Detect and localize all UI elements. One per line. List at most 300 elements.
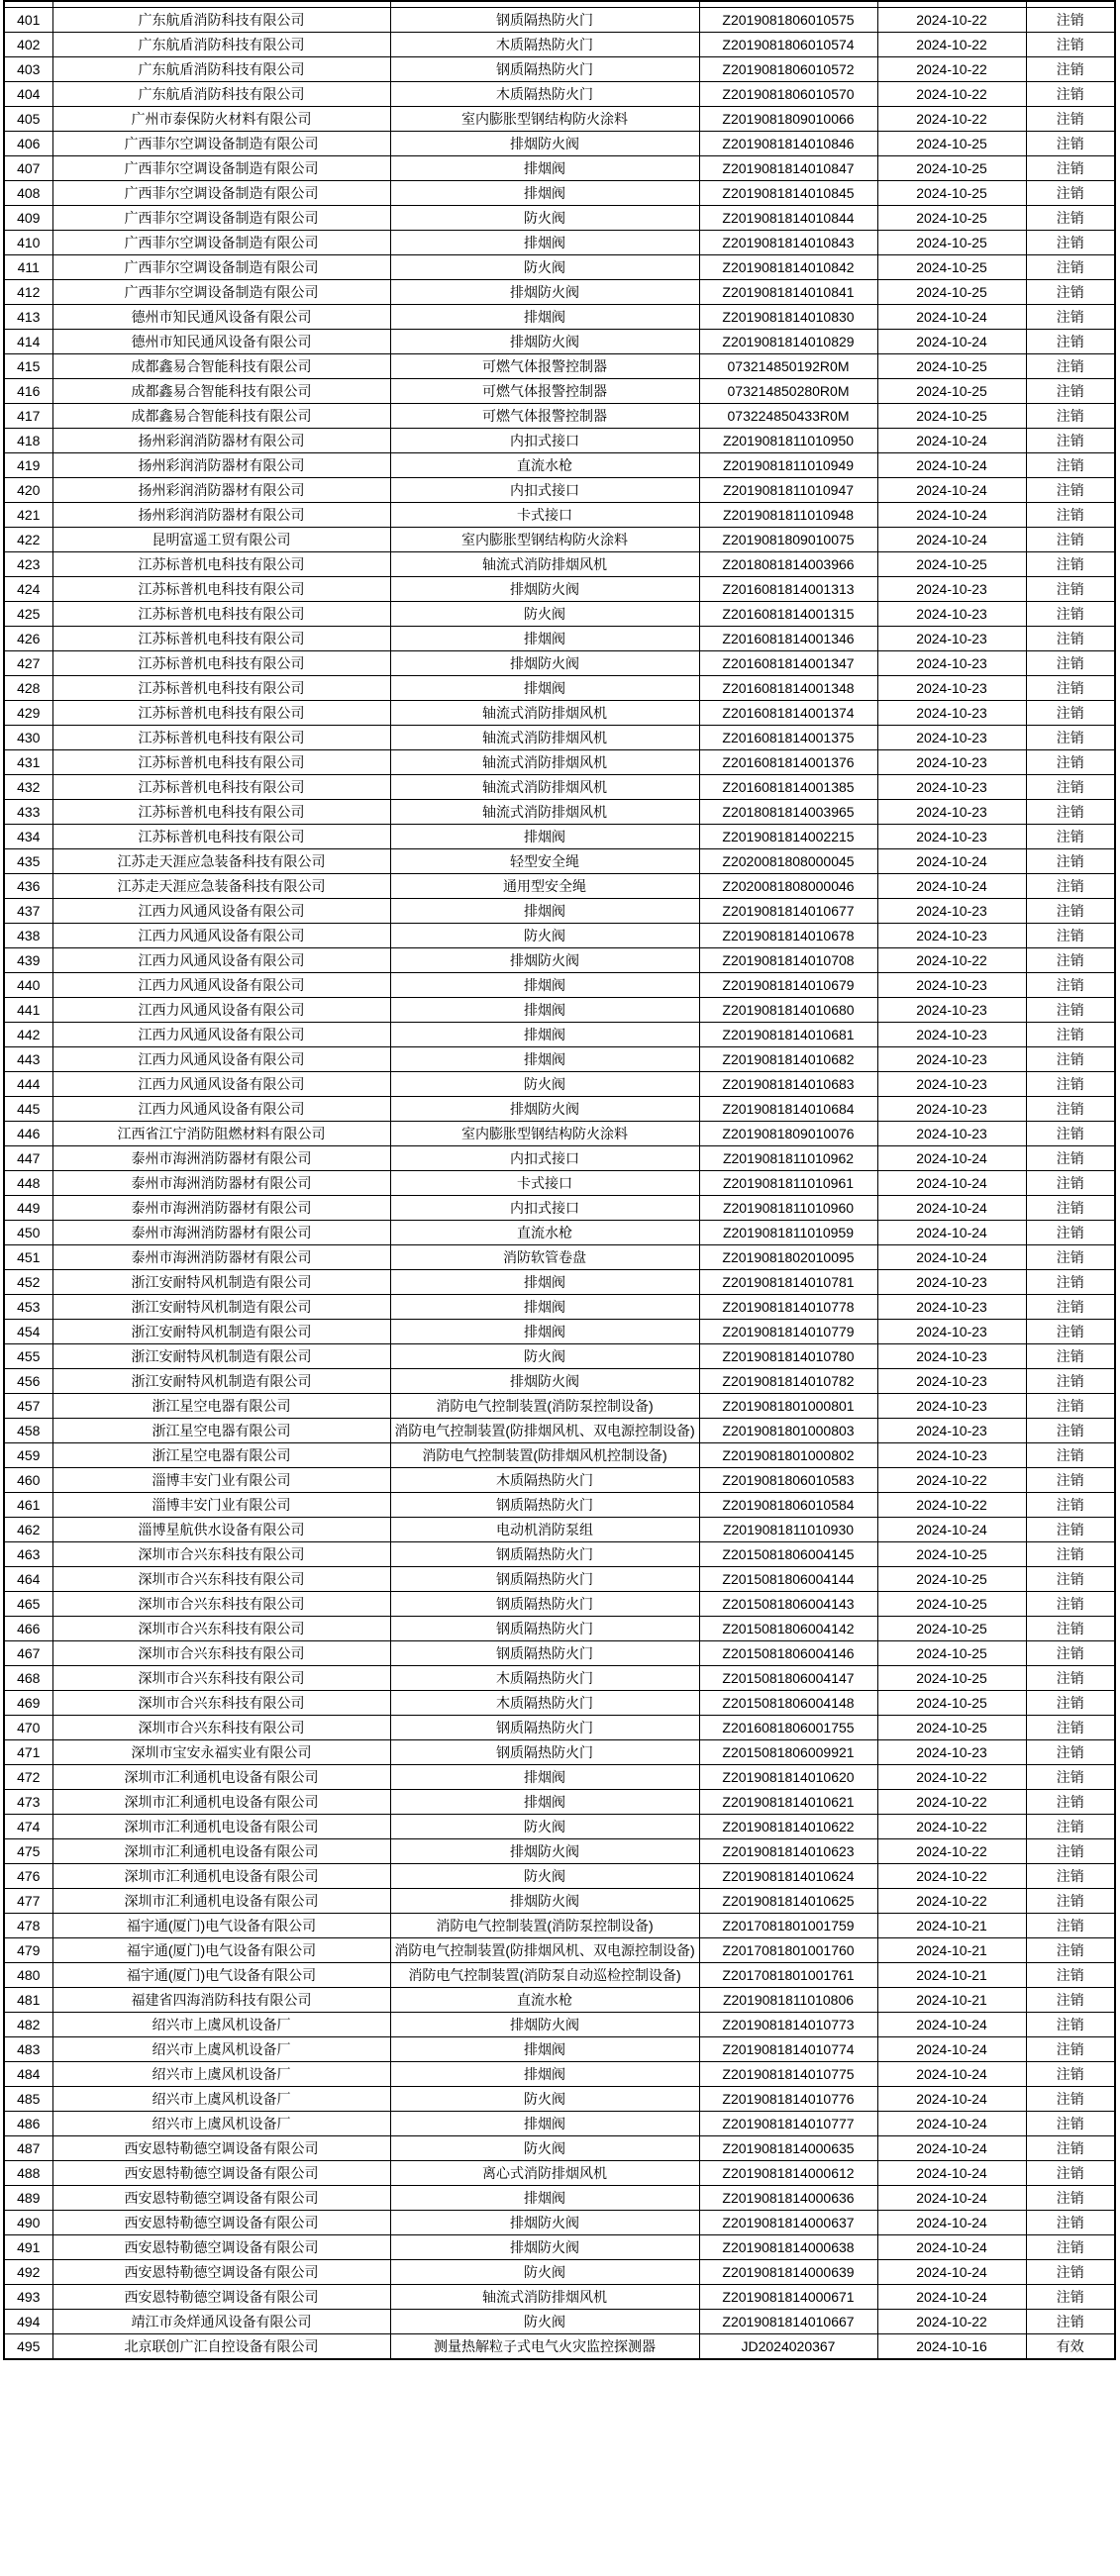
row-number-cell: 406 bbox=[4, 132, 52, 156]
date-cell: 2024-10-23 bbox=[877, 1097, 1026, 1122]
row-number-cell: 444 bbox=[4, 1072, 52, 1097]
cert-number-cell: Z2019081814010843 bbox=[699, 231, 877, 255]
row-number-cell: 404 bbox=[4, 82, 52, 107]
product-cell: 轻型安全绳 bbox=[390, 849, 699, 874]
product-cell: 排烟阀 bbox=[390, 231, 699, 255]
company-cell: 江苏标普机电科技有限公司 bbox=[52, 726, 390, 750]
row-number-cell: 412 bbox=[4, 280, 52, 305]
company-cell: 西安恩特勒德空调设备有限公司 bbox=[52, 2136, 390, 2161]
cert-number-cell: Z2015081806004148 bbox=[699, 1691, 877, 1716]
status-cell: 注销 bbox=[1026, 726, 1115, 750]
table-row bbox=[4, 280, 1115, 305]
date-cell: 2024-10-23 bbox=[877, 775, 1026, 800]
cert-number-cell: Z2015081806009921 bbox=[699, 1740, 877, 1765]
status-cell: 注销 bbox=[1026, 1914, 1115, 1938]
date-cell: 2024-10-23 bbox=[877, 1072, 1026, 1097]
company-cell: 扬州彩润消防器材有限公司 bbox=[52, 503, 390, 528]
cert-number-cell: Z2019081814000635 bbox=[699, 2136, 877, 2161]
row-number-cell: 492 bbox=[4, 2260, 52, 2285]
row-number-cell: 414 bbox=[4, 330, 52, 354]
company-cell: 西安恩特勒德空调设备有限公司 bbox=[52, 2186, 390, 2211]
table-row bbox=[4, 973, 1115, 998]
table-row bbox=[4, 1790, 1115, 1815]
row-number-cell: 485 bbox=[4, 2087, 52, 2112]
product-cell: 排烟防火阀 bbox=[390, 2211, 699, 2235]
date-cell: 2024-10-23 bbox=[877, 1443, 1026, 1468]
cert-number-cell: Z2015081806004144 bbox=[699, 1567, 877, 1592]
table-row bbox=[4, 750, 1115, 775]
row-number-cell: 453 bbox=[4, 1295, 52, 1320]
cert-number-cell: Z2019081814000671 bbox=[699, 2285, 877, 2310]
table-row bbox=[4, 2037, 1115, 2062]
cert-number-cell: Z2015081806004143 bbox=[699, 1592, 877, 1617]
table-row bbox=[4, 2112, 1115, 2136]
table-row bbox=[4, 8, 1115, 33]
cert-number-cell: Z2019081814010708 bbox=[699, 948, 877, 973]
status-cell: 注销 bbox=[1026, 1320, 1115, 1344]
status-cell: 注销 bbox=[1026, 899, 1115, 924]
status-cell: 注销 bbox=[1026, 750, 1115, 775]
company-cell: 福建省四海消防科技有限公司 bbox=[52, 1988, 390, 2013]
product-cell: 排烟防火阀 bbox=[390, 1369, 699, 1394]
cert-number-cell: Z2020081808000045 bbox=[699, 849, 877, 874]
product-cell: 排烟阀 bbox=[390, 305, 699, 330]
status-cell: 注销 bbox=[1026, 330, 1115, 354]
status-cell: 注销 bbox=[1026, 849, 1115, 874]
date-cell: 2024-10-23 bbox=[877, 1270, 1026, 1295]
product-cell: 排烟防火阀 bbox=[390, 1839, 699, 1864]
status-cell: 注销 bbox=[1026, 132, 1115, 156]
company-cell: 深圳市合兴东科技有限公司 bbox=[52, 1641, 390, 1666]
table-row bbox=[4, 1542, 1115, 1567]
cert-number-cell: Z2019081814010620 bbox=[699, 1765, 877, 1790]
table-row bbox=[4, 1221, 1115, 1245]
status-cell: 注销 bbox=[1026, 1443, 1115, 1468]
product-cell: 钢质隔热防火门 bbox=[390, 57, 699, 82]
cert-number-cell: Z2019081811010961 bbox=[699, 1171, 877, 1196]
date-cell: 2024-10-25 bbox=[877, 156, 1026, 181]
table-row bbox=[4, 1369, 1115, 1394]
table-row bbox=[4, 1889, 1115, 1914]
table-row bbox=[4, 1815, 1115, 1839]
company-cell: 浙江安耐特风机制造有限公司 bbox=[52, 1320, 390, 1344]
company-cell: 江西力风通风设备有限公司 bbox=[52, 998, 390, 1023]
status-cell: 注销 bbox=[1026, 1641, 1115, 1666]
table-row bbox=[4, 1988, 1115, 2013]
table-row bbox=[4, 1295, 1115, 1320]
status-cell: 注销 bbox=[1026, 478, 1115, 503]
company-cell: 绍兴市上虞风机设备厂 bbox=[52, 2087, 390, 2112]
product-cell: 消防电气控制装置(消防泵控制设备) bbox=[390, 1914, 699, 1938]
product-cell: 排烟阀 bbox=[390, 2186, 699, 2211]
company-cell: 深圳市汇利通机电设备有限公司 bbox=[52, 1889, 390, 1914]
date-cell: 2024-10-23 bbox=[877, 800, 1026, 825]
row-number-cell: 409 bbox=[4, 206, 52, 231]
table-row bbox=[4, 627, 1115, 651]
status-cell: 注销 bbox=[1026, 2211, 1115, 2235]
row-number-cell: 427 bbox=[4, 651, 52, 676]
company-cell: 西安恩特勒德空调设备有限公司 bbox=[52, 2161, 390, 2186]
status-cell: 注销 bbox=[1026, 1988, 1115, 2013]
table-row bbox=[4, 726, 1115, 750]
date-cell: 2024-10-25 bbox=[877, 1617, 1026, 1641]
status-cell: 注销 bbox=[1026, 2037, 1115, 2062]
company-cell: 泰州市海洲消防器材有限公司 bbox=[52, 1245, 390, 1270]
table-row bbox=[4, 1839, 1115, 1864]
company-cell: 江苏走天涯应急装备科技有限公司 bbox=[52, 874, 390, 899]
table-row bbox=[4, 1666, 1115, 1691]
date-cell: 2024-10-23 bbox=[877, 1023, 1026, 1047]
cert-number-cell: Z2019081814002215 bbox=[699, 825, 877, 849]
row-number-cell: 472 bbox=[4, 1765, 52, 1790]
table-row bbox=[4, 132, 1115, 156]
product-cell: 排烟防火阀 bbox=[390, 1889, 699, 1914]
date-cell: 2024-10-24 bbox=[877, 2161, 1026, 2186]
product-cell: 木质隔热防火门 bbox=[390, 1666, 699, 1691]
status-cell: 注销 bbox=[1026, 627, 1115, 651]
date-cell: 2024-10-22 bbox=[877, 82, 1026, 107]
table-row bbox=[4, 2334, 1115, 2360]
cert-number-cell: Z2019081814000638 bbox=[699, 2235, 877, 2260]
status-cell: 注销 bbox=[1026, 651, 1115, 676]
product-cell: 轴流式消防排烟风机 bbox=[390, 800, 699, 825]
product-cell: 钢质隔热防火门 bbox=[390, 1617, 699, 1641]
product-cell: 钢质隔热防火门 bbox=[390, 1716, 699, 1740]
company-cell: 广西菲尔空调设备制造有限公司 bbox=[52, 231, 390, 255]
row-number-cell: 471 bbox=[4, 1740, 52, 1765]
cert-number-cell: Z2019081809010075 bbox=[699, 528, 877, 552]
product-cell: 离心式消防排烟风机 bbox=[390, 2161, 699, 2186]
row-number-cell: 441 bbox=[4, 998, 52, 1023]
row-number-cell: 495 bbox=[4, 2334, 52, 2360]
table-row bbox=[4, 1072, 1115, 1097]
date-cell: 2024-10-22 bbox=[877, 2310, 1026, 2334]
certificate-registry-table bbox=[3, 0, 1116, 2360]
cert-number-cell: Z2019081814010776 bbox=[699, 2087, 877, 2112]
company-cell: 江苏标普机电科技有限公司 bbox=[52, 676, 390, 701]
date-cell: 2024-10-23 bbox=[877, 1419, 1026, 1443]
cert-number-cell: Z2019081814010846 bbox=[699, 132, 877, 156]
cert-number-cell: Z2017081801001760 bbox=[699, 1938, 877, 1963]
company-cell: 福宇通(厦门)电气设备有限公司 bbox=[52, 1914, 390, 1938]
status-cell: 注销 bbox=[1026, 1963, 1115, 1988]
date-cell: 2024-10-23 bbox=[877, 973, 1026, 998]
product-cell: 卡式接口 bbox=[390, 1171, 699, 1196]
status-cell: 注销 bbox=[1026, 1691, 1115, 1716]
table-row bbox=[4, 2211, 1115, 2235]
table-row bbox=[4, 1468, 1115, 1493]
company-cell: 江西力风通风设备有限公司 bbox=[52, 1097, 390, 1122]
status-cell: 注销 bbox=[1026, 825, 1115, 849]
table-row bbox=[4, 577, 1115, 602]
row-number-cell: 438 bbox=[4, 924, 52, 948]
company-cell: 西安恩特勒德空调设备有限公司 bbox=[52, 2211, 390, 2235]
company-cell: 浙江星空电器有限公司 bbox=[52, 1394, 390, 1419]
status-cell: 注销 bbox=[1026, 1716, 1115, 1740]
row-number-cell: 469 bbox=[4, 1691, 52, 1716]
status-cell: 注销 bbox=[1026, 1815, 1115, 1839]
row-number-cell: 467 bbox=[4, 1641, 52, 1666]
cert-number-cell: Z2019081814010682 bbox=[699, 1047, 877, 1072]
registry-table-body bbox=[4, 1, 1115, 2359]
product-cell: 消防电气控制装置(消防泵控制设备) bbox=[390, 1394, 699, 1419]
status-cell: 注销 bbox=[1026, 1938, 1115, 1963]
table-row bbox=[4, 1097, 1115, 1122]
product-cell: 排烟阀 bbox=[390, 1790, 699, 1815]
row-number-cell: 423 bbox=[4, 552, 52, 577]
cert-number-cell: Z2019081814010622 bbox=[699, 1815, 877, 1839]
cert-number-cell: Z2019081809010076 bbox=[699, 1122, 877, 1146]
company-cell: 绍兴市上虞风机设备厂 bbox=[52, 2013, 390, 2037]
status-cell: 注销 bbox=[1026, 1666, 1115, 1691]
table-row bbox=[4, 775, 1115, 800]
date-cell: 2024-10-23 bbox=[877, 899, 1026, 924]
status-cell: 注销 bbox=[1026, 57, 1115, 82]
date-cell: 2024-10-22 bbox=[877, 1815, 1026, 1839]
row-number-cell: 422 bbox=[4, 528, 52, 552]
company-cell: 深圳市汇利通机电设备有限公司 bbox=[52, 1815, 390, 1839]
company-cell: 成都鑫易合智能科技有限公司 bbox=[52, 379, 390, 404]
row-number-cell: 413 bbox=[4, 305, 52, 330]
cert-number-cell: Z2015081806004145 bbox=[699, 1542, 877, 1567]
date-cell: 2024-10-22 bbox=[877, 1765, 1026, 1790]
product-cell: 室内膨胀型钢结构防火涂料 bbox=[390, 528, 699, 552]
product-cell: 排烟阀 bbox=[390, 825, 699, 849]
status-cell: 注销 bbox=[1026, 82, 1115, 107]
row-number-cell: 415 bbox=[4, 354, 52, 379]
company-cell: 绍兴市上虞风机设备厂 bbox=[52, 2062, 390, 2087]
row-number-cell: 405 bbox=[4, 107, 52, 132]
table-row bbox=[4, 1963, 1115, 1988]
company-cell: 昆明富遥工贸有限公司 bbox=[52, 528, 390, 552]
product-cell: 钢质隔热防火门 bbox=[390, 1740, 699, 1765]
product-cell: 可燃气体报警控制器 bbox=[390, 354, 699, 379]
table-row bbox=[4, 701, 1115, 726]
company-cell: 深圳市合兴东科技有限公司 bbox=[52, 1716, 390, 1740]
table-row bbox=[4, 1047, 1115, 1072]
table-row bbox=[4, 2285, 1115, 2310]
product-cell: 内扣式接口 bbox=[390, 1196, 699, 1221]
product-cell: 排烟防火阀 bbox=[390, 280, 699, 305]
table-row bbox=[4, 1344, 1115, 1369]
row-number-cell: 403 bbox=[4, 57, 52, 82]
table-row bbox=[4, 181, 1115, 206]
row-number-cell: 432 bbox=[4, 775, 52, 800]
product-cell: 防火阀 bbox=[390, 2310, 699, 2334]
table-row bbox=[4, 528, 1115, 552]
product-cell: 排烟阀 bbox=[390, 1320, 699, 1344]
product-cell: 排烟阀 bbox=[390, 1765, 699, 1790]
company-cell: 广西菲尔空调设备制造有限公司 bbox=[52, 280, 390, 305]
date-cell: 2024-10-24 bbox=[877, 453, 1026, 478]
table-row bbox=[4, 1567, 1115, 1592]
company-cell: 广西菲尔空调设备制造有限公司 bbox=[52, 181, 390, 206]
row-number-cell: 484 bbox=[4, 2062, 52, 2087]
company-cell: 江苏标普机电科技有限公司 bbox=[52, 775, 390, 800]
company-cell: 江苏标普机电科技有限公司 bbox=[52, 602, 390, 627]
company-cell: 深圳市汇利通机电设备有限公司 bbox=[52, 1790, 390, 1815]
product-cell: 钢质隔热防火门 bbox=[390, 1641, 699, 1666]
status-cell: 注销 bbox=[1026, 1221, 1115, 1245]
product-cell: 防火阀 bbox=[390, 2136, 699, 2161]
row-number-cell: 451 bbox=[4, 1245, 52, 1270]
row-number-cell: 487 bbox=[4, 2136, 52, 2161]
date-cell: 2024-10-24 bbox=[877, 2285, 1026, 2310]
date-cell: 2024-10-23 bbox=[877, 1295, 1026, 1320]
company-cell: 江苏标普机电科技有限公司 bbox=[52, 651, 390, 676]
cert-number-cell: 073214850280R0M bbox=[699, 379, 877, 404]
company-cell: 淄博丰安门业有限公司 bbox=[52, 1468, 390, 1493]
product-cell: 直流水枪 bbox=[390, 1988, 699, 2013]
status-cell: 注销 bbox=[1026, 1864, 1115, 1889]
product-cell: 轴流式消防排烟风机 bbox=[390, 775, 699, 800]
date-cell: 2024-10-23 bbox=[877, 651, 1026, 676]
date-cell: 2024-10-21 bbox=[877, 1988, 1026, 2013]
company-cell: 深圳市合兴东科技有限公司 bbox=[52, 1542, 390, 1567]
cert-number-cell: Z2019081811010962 bbox=[699, 1146, 877, 1171]
table-row bbox=[4, 552, 1115, 577]
status-cell: 注销 bbox=[1026, 2013, 1115, 2037]
date-cell: 2024-10-25 bbox=[877, 1641, 1026, 1666]
cert-number-cell: Z2016081814001374 bbox=[699, 701, 877, 726]
status-cell: 注销 bbox=[1026, 280, 1115, 305]
row-number-cell: 445 bbox=[4, 1097, 52, 1122]
row-number-cell: 448 bbox=[4, 1171, 52, 1196]
status-cell: 注销 bbox=[1026, 1518, 1115, 1542]
status-cell: 注销 bbox=[1026, 1270, 1115, 1295]
product-cell: 防火阀 bbox=[390, 1072, 699, 1097]
cert-number-cell: Z2017081801001759 bbox=[699, 1914, 877, 1938]
product-cell: 电动机消防泵组 bbox=[390, 1518, 699, 1542]
company-cell: 绍兴市上虞风机设备厂 bbox=[52, 2037, 390, 2062]
status-cell: 注销 bbox=[1026, 924, 1115, 948]
table-row bbox=[4, 2310, 1115, 2334]
date-cell: 2024-10-25 bbox=[877, 181, 1026, 206]
cert-number-cell: Z2019081814010778 bbox=[699, 1295, 877, 1320]
cert-number-cell: Z2019081814010680 bbox=[699, 998, 877, 1023]
product-cell: 防火阀 bbox=[390, 255, 699, 280]
company-cell: 江西力风通风设备有限公司 bbox=[52, 1023, 390, 1047]
date-cell: 2024-10-23 bbox=[877, 726, 1026, 750]
status-cell: 注销 bbox=[1026, 1493, 1115, 1518]
company-cell: 泰州市海洲消防器材有限公司 bbox=[52, 1146, 390, 1171]
status-cell: 注销 bbox=[1026, 1072, 1115, 1097]
company-cell: 泰州市海洲消防器材有限公司 bbox=[52, 1171, 390, 1196]
date-cell: 2024-10-25 bbox=[877, 1542, 1026, 1567]
table-row bbox=[4, 82, 1115, 107]
company-cell: 浙江星空电器有限公司 bbox=[52, 1419, 390, 1443]
product-cell: 室内膨胀型钢结构防火涂料 bbox=[390, 1122, 699, 1146]
date-cell: 2024-10-25 bbox=[877, 1567, 1026, 1592]
date-cell: 2024-10-25 bbox=[877, 1592, 1026, 1617]
company-cell: 浙江安耐特风机制造有限公司 bbox=[52, 1270, 390, 1295]
row-number-cell: 493 bbox=[4, 2285, 52, 2310]
date-cell: 2024-10-24 bbox=[877, 1196, 1026, 1221]
status-cell: 注销 bbox=[1026, 2136, 1115, 2161]
status-cell: 注销 bbox=[1026, 775, 1115, 800]
table-row bbox=[4, 354, 1115, 379]
date-cell: 2024-10-24 bbox=[877, 2136, 1026, 2161]
product-cell: 直流水枪 bbox=[390, 453, 699, 478]
table-row bbox=[4, 107, 1115, 132]
table-row bbox=[4, 948, 1115, 973]
status-cell: 注销 bbox=[1026, 1394, 1115, 1419]
table-row bbox=[4, 1023, 1115, 1047]
cert-number-cell: Z2018081814003965 bbox=[699, 800, 877, 825]
company-cell: 深圳市合兴东科技有限公司 bbox=[52, 1666, 390, 1691]
table-row bbox=[4, 1914, 1115, 1938]
product-cell: 防火阀 bbox=[390, 1344, 699, 1369]
cert-number-cell: Z2019081806010574 bbox=[699, 33, 877, 57]
table-row bbox=[4, 1592, 1115, 1617]
row-number-cell: 464 bbox=[4, 1567, 52, 1592]
cert-number-cell: Z2019081806010584 bbox=[699, 1493, 877, 1518]
product-cell: 排烟阀 bbox=[390, 1270, 699, 1295]
date-cell: 2024-10-21 bbox=[877, 1963, 1026, 1988]
company-cell: 扬州彩润消防器材有限公司 bbox=[52, 478, 390, 503]
cert-number-cell: Z2019081811010948 bbox=[699, 503, 877, 528]
product-cell: 防火阀 bbox=[390, 2260, 699, 2285]
date-cell: 2024-10-25 bbox=[877, 280, 1026, 305]
table-row bbox=[4, 404, 1115, 429]
date-cell: 2024-10-24 bbox=[877, 2013, 1026, 2037]
date-cell: 2024-10-23 bbox=[877, 701, 1026, 726]
date-cell: 2024-10-22 bbox=[877, 1468, 1026, 1493]
date-cell: 2024-10-24 bbox=[877, 2260, 1026, 2285]
cert-number-cell: Z2019081801000801 bbox=[699, 1394, 877, 1419]
product-cell: 消防电气控制装置(防排烟风机、双电源控制设备) bbox=[390, 1938, 699, 1963]
company-cell: 北京联创广汇自控设备有限公司 bbox=[52, 2334, 390, 2360]
product-cell: 钢质隔热防火门 bbox=[390, 8, 699, 33]
row-number-cell: 434 bbox=[4, 825, 52, 849]
status-cell: 注销 bbox=[1026, 1369, 1115, 1394]
company-cell: 广西菲尔空调设备制造有限公司 bbox=[52, 206, 390, 231]
status-cell: 注销 bbox=[1026, 948, 1115, 973]
cert-number-cell: Z2019081814010830 bbox=[699, 305, 877, 330]
cert-number-cell: Z2019081806010575 bbox=[699, 8, 877, 33]
table-row bbox=[4, 1691, 1115, 1716]
row-number-cell: 491 bbox=[4, 2235, 52, 2260]
table-row bbox=[4, 1716, 1115, 1740]
company-cell: 福宇通(厦门)电气设备有限公司 bbox=[52, 1938, 390, 1963]
cert-number-cell: Z2019081806010572 bbox=[699, 57, 877, 82]
company-cell: 江苏标普机电科技有限公司 bbox=[52, 825, 390, 849]
row-number-cell: 430 bbox=[4, 726, 52, 750]
cert-number-cell: 073214850192R0M bbox=[699, 354, 877, 379]
company-cell: 靖江市灸烊通风设备有限公司 bbox=[52, 2310, 390, 2334]
company-cell: 西安恩特勒德空调设备有限公司 bbox=[52, 2260, 390, 2285]
date-cell: 2024-10-23 bbox=[877, 602, 1026, 627]
date-cell: 2024-10-25 bbox=[877, 255, 1026, 280]
product-cell: 轴流式消防排烟风机 bbox=[390, 726, 699, 750]
company-cell: 江西力风通风设备有限公司 bbox=[52, 1047, 390, 1072]
status-cell: 注销 bbox=[1026, 1419, 1115, 1443]
status-cell: 注销 bbox=[1026, 1567, 1115, 1592]
status-cell: 注销 bbox=[1026, 1295, 1115, 1320]
table-row bbox=[4, 206, 1115, 231]
cert-number-cell: Z2019081811010960 bbox=[699, 1196, 877, 1221]
cert-number-cell: 073224850433R0M bbox=[699, 404, 877, 429]
row-number-cell: 424 bbox=[4, 577, 52, 602]
product-cell: 排烟防火阀 bbox=[390, 651, 699, 676]
status-cell: 注销 bbox=[1026, 2186, 1115, 2211]
company-cell: 深圳市合兴东科技有限公司 bbox=[52, 1691, 390, 1716]
table-row bbox=[4, 1320, 1115, 1344]
cert-number-cell: Z2019081814010844 bbox=[699, 206, 877, 231]
product-cell: 排烟防火阀 bbox=[390, 330, 699, 354]
cert-number-cell: Z2019081814010679 bbox=[699, 973, 877, 998]
date-cell: 2024-10-24 bbox=[877, 2112, 1026, 2136]
